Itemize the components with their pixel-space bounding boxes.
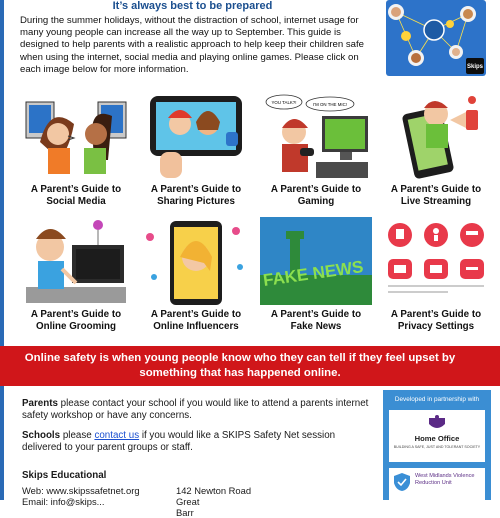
schools-paragraph [22, 430, 372, 454]
guide-caption-line1[interactable]: A Parent’s Guide to [150, 184, 242, 195]
guide-card-social-media[interactable] [20, 92, 132, 207]
guide-card-gaming[interactable] [260, 92, 372, 207]
west-midlands-vru-logo [389, 468, 485, 500]
guide-caption-line2[interactable]: Live Streaming [400, 195, 472, 207]
guide-caption-line1[interactable]: A Parent’s Guide to [30, 309, 122, 320]
guide-caption-line2[interactable]: Privacy Settings [397, 320, 475, 332]
home-office-name: Home Office [414, 434, 460, 443]
address-line-2: Great Barr [176, 496, 200, 518]
safety-banner-text: Online safety is when young people know who they can tell if they feel upset by something that has happened online. [24, 352, 456, 379]
guide-caption-line2[interactable]: Online Influencers [153, 320, 239, 332]
west-midlands-name: West Midlands Violence Reduction Unit [415, 473, 475, 486]
guide-card-online-influencers[interactable] [140, 217, 252, 332]
parents-label: Parents [22, 398, 58, 409]
guide-caption-line1[interactable]: A Parent’s Guide to [390, 309, 482, 320]
page-title: It’s always best to be prepared [112, 0, 273, 12]
left-edge-stripe [0, 0, 4, 500]
contact-section [22, 398, 372, 462]
intro-paragraph: During the summer holidays, without the distraction of school, internet usage for many young people can increase all the way up to September. This guide is designed to help parents with a realistic approach to help keep their children safe when using the internet, social media and playing online games. Please click on each image below for more information. [20, 15, 364, 75]
contact-us-link[interactable]: contact us [94, 430, 140, 441]
fake-news-illustration[interactable] [260, 217, 372, 305]
guide-card-sharing-pictures[interactable] [140, 92, 252, 207]
guide-caption-line2[interactable]: Sharing Pictures [157, 195, 235, 207]
home-office-logo [389, 410, 485, 462]
schools-text-post: if you would like a SKIPS Safety Net session delivered to your parent groups or staff. [22, 430, 336, 453]
safety-banner [0, 346, 500, 386]
email-text: Email: info@skips... [22, 496, 105, 507]
guide-caption-line1[interactable]: A Parent’s Guide to [30, 184, 122, 195]
gaming-illustration[interactable] [260, 92, 372, 180]
guide-caption-line1[interactable]: A Parent’s Guide to [390, 184, 482, 195]
guide-caption-line2[interactable]: Fake News [290, 320, 342, 332]
guide-caption-line1[interactable]: A Parent’s Guide to [150, 309, 242, 320]
speech-bubble-a: YOU TALK?! [271, 100, 297, 105]
home-office-strapline: BUILDING A SAFE, JUST AND TOLERANT SOCIETY [393, 445, 481, 449]
guide-card-online-grooming[interactable] [20, 217, 132, 332]
home-office-crest-icon [427, 414, 447, 432]
address-line: 142 Newton Road [176, 485, 252, 496]
privacy-settings-illustration[interactable] [380, 217, 492, 305]
speech-bubble-b: I'M ON THE MIC! [313, 102, 347, 107]
online-grooming-illustration[interactable] [20, 217, 132, 305]
org-name: Skips Educational [22, 470, 107, 481]
guide-caption-line2[interactable]: Social Media [46, 195, 106, 207]
guide-caption-line1[interactable]: A Parent’s Guide to [270, 184, 362, 195]
schools-label: Schools [22, 430, 61, 441]
email-line [22, 496, 200, 518]
partner-title: Developed in partnership with [394, 396, 480, 403]
shield-icon [393, 472, 411, 492]
guide-card-privacy-settings[interactable] [380, 217, 492, 332]
partner-panel [383, 390, 491, 500]
online-influencers-illustration[interactable] [140, 217, 252, 305]
guide-caption-line2[interactable]: Gaming [297, 195, 335, 207]
sharing-pictures-illustration[interactable] [140, 92, 252, 180]
parents-text: please contact your school if you would like to attend a parents internet safety workshop or have any concerns. [22, 398, 369, 421]
guide-caption-line1[interactable]: A Parent’s Guide to [270, 309, 362, 320]
live-streaming-illustration[interactable] [380, 92, 492, 180]
social-media-illustration[interactable] [20, 92, 132, 180]
website-line[interactable]: Web: www.skipssafetnet.org [22, 485, 140, 496]
guide-caption-line2[interactable]: Online Grooming [35, 320, 116, 332]
hero-collage-image [386, 0, 486, 76]
schools-text-pre: please [60, 430, 95, 441]
parents-paragraph [22, 398, 372, 422]
fake-news-headline: FAKE NEWS [261, 257, 365, 290]
guide-card-live-streaming[interactable] [380, 92, 492, 207]
skips-badge: Skips [467, 64, 484, 70]
guide-card-fake-news[interactable] [260, 217, 372, 332]
